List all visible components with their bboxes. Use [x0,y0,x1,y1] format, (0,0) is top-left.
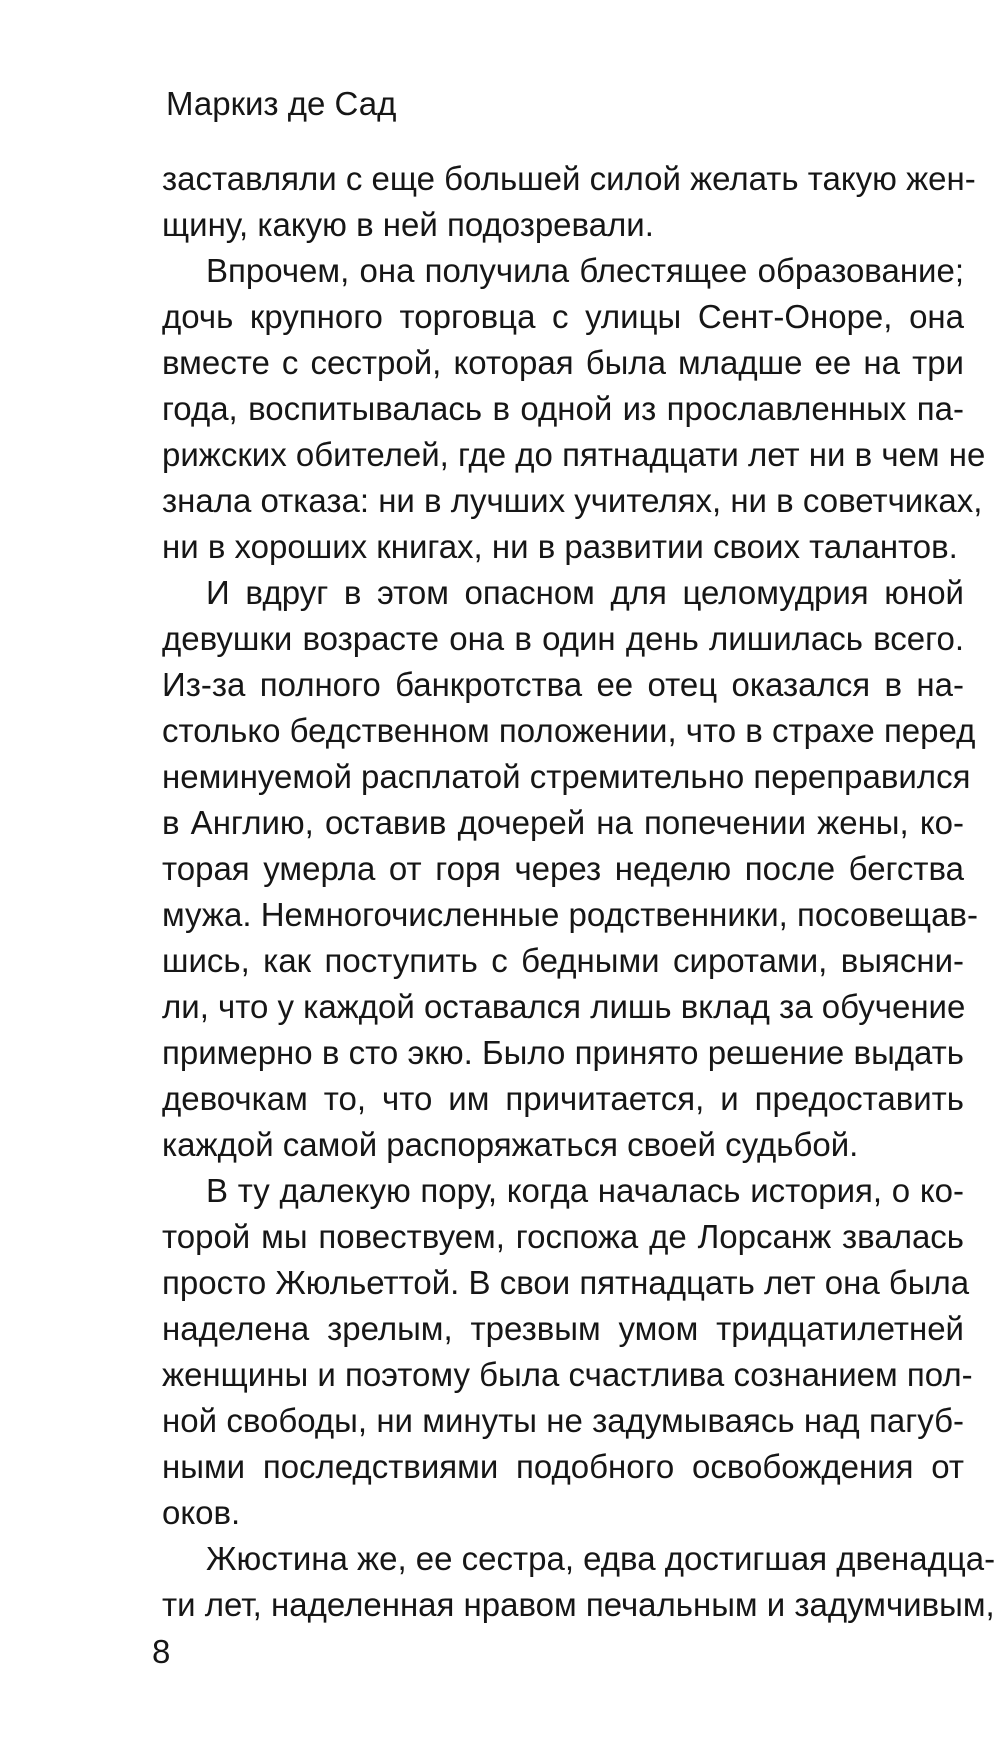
text-line: В ту далекую пору, когда началась история, о ко- [206,1172,964,1209]
text-line: мужа. Немногочисленные родственники, посовещав- [162,896,978,933]
text-line: оков. [162,1494,241,1531]
text-line: Жюстина же, ее сестра, едва достигшая двенадца- [206,1540,996,1577]
text-line: неминуемой расплатой стремительно переправился [162,758,971,795]
text-line: года, воспитывалась в одной из прославленных па- [162,390,964,427]
text-line: дочь крупного торговца с улицы Сент-Оноре, она [162,298,964,335]
text-line: девушки возрасте она в один день лишилась всего. [162,620,964,657]
text-line: в Англию, оставив дочерей на попечении жены, ко- [162,804,964,841]
running-head-title: Маркиз де Сад [166,85,397,122]
page-number: 8 [152,1633,171,1670]
text-line: ной свободы, ни минуты не задумываясь над пагуб- [162,1402,964,1439]
text-line: ли, что у каждой оставался лишь вклад за обучение [162,988,966,1025]
text-line: наделена зрелым, трезвым умом тридцатилетней [162,1310,964,1347]
text-line: торая умерла от горя через неделю после бегства [162,850,964,887]
text-line: женщины и поэтому была счастлива сознанием пол- [162,1356,973,1393]
text-line: столько бедственном положении, что в страхе перед [162,712,976,749]
text-line: шись, как поступить с бедными сиротами, выясни- [162,942,964,979]
text-line: заставляли с еще большей силой желать такую жен- [162,160,976,197]
text-line: рижских обителей, где до пятнадцати лет ни в чем не [162,436,986,473]
text-line: щину, какую в ней подозревали. [162,206,654,243]
text-line: каждой самой распоряжаться своей судьбой. [162,1126,859,1163]
text-line: примерно в сто экю. Было принято решение выдать [162,1034,964,1071]
text-line: знала отказа: ни в лучших учителях, ни в советчиках, [162,482,983,519]
text-line: девочкам то, что им причитается, и предоставить [162,1080,964,1117]
text-line: ни в хороших книгах, ни в развитии своих талантов. [162,528,958,565]
text-line: Впрочем, она получила блестящее образование; [206,252,964,289]
text-line: просто Жюльеттой. В свои пятнадцать лет она была [162,1264,970,1301]
text-line: ти лет, наделенная нравом печальным и задумчивым, [162,1586,995,1623]
text-line: ными последствиями подобного освобождения от [162,1448,964,1485]
text-line: И вдруг в этом опасном для целомудрия юной [206,574,964,611]
text-line: вместе с сестрой, которая была младше ее на три [162,344,964,381]
text-line: Из-за полного банкротства ее отец оказался в на- [162,666,964,703]
text-line: торой мы повествуем, госпожа де Лорсанж звалась [162,1218,964,1255]
body-text [162,156,996,1628]
